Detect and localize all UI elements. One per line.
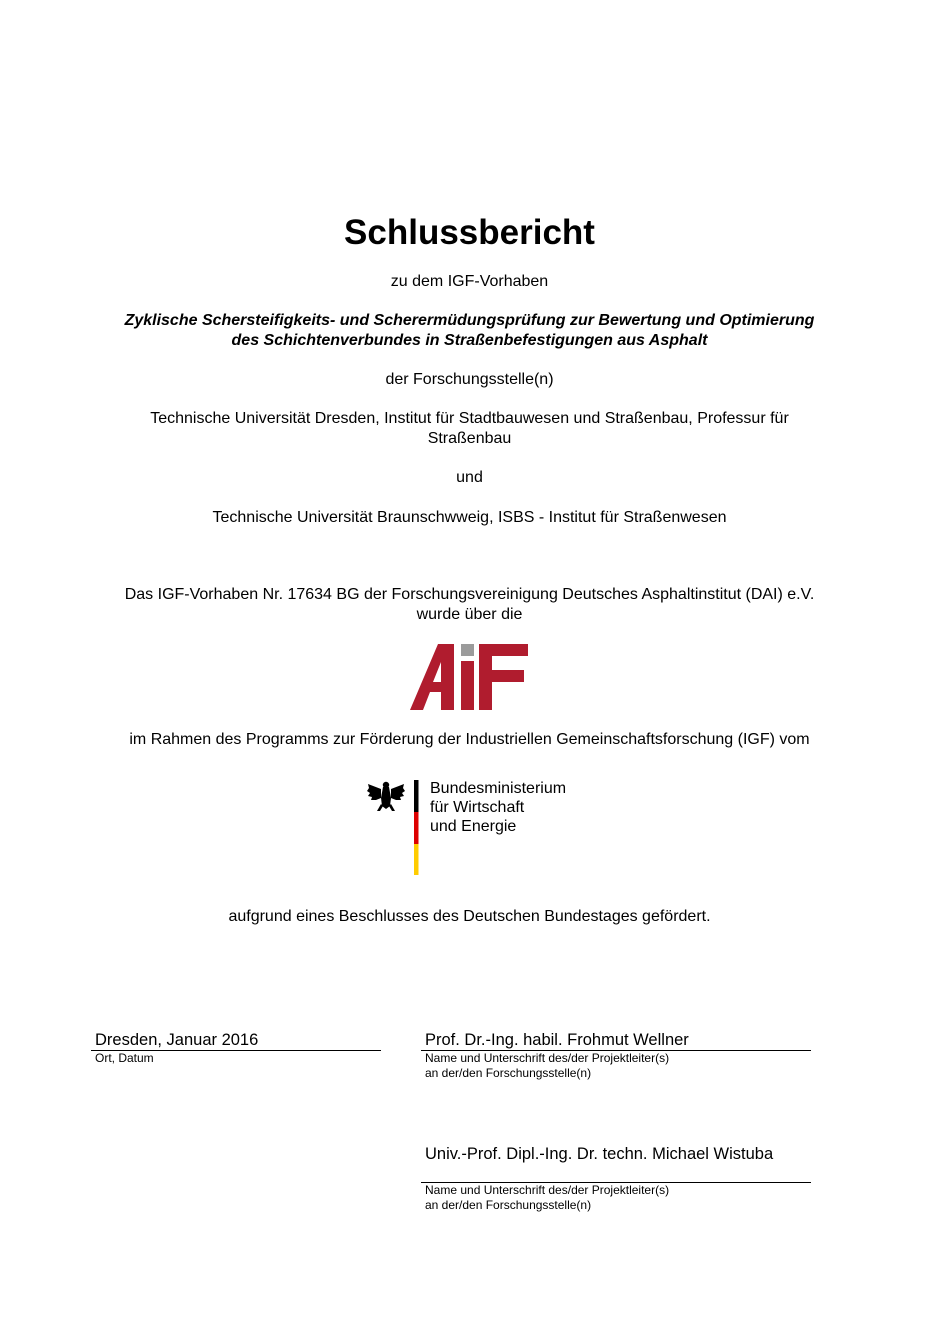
aif-logo-graphic xyxy=(410,642,530,714)
institution-1-line1: Technische Universität Dresden, Institut für Stadtbauwesen und Straßenbau, Professur für xyxy=(150,410,789,427)
aif-letter-a xyxy=(410,644,454,710)
institution-2: Technische Universität Braunschwweig, ISBS - Institut für Straßenwesen xyxy=(212,509,727,526)
leader1-name: Prof. Dr.-Ing. habil. Frohmut Wellner xyxy=(425,1031,689,1049)
aif-letter-i xyxy=(461,661,474,710)
flag-gold xyxy=(414,844,419,875)
funding-line2: wurde über die xyxy=(416,606,523,623)
place-date-caption: Ort, Datum xyxy=(95,1051,154,1065)
bmwi-text-line2: für Wirtschaft xyxy=(430,799,525,816)
institution-1 xyxy=(0,409,939,449)
program-statement: im Rahmen des Programms zur Förderung der Industriellen Gemeinschaftsforschung (IGF) vom xyxy=(129,731,810,748)
federal-eagle-icon xyxy=(367,782,405,811)
flag-red xyxy=(414,812,419,844)
research-intro: der Forschungsstelle(n) xyxy=(385,371,554,388)
aif-letter-f xyxy=(479,644,528,710)
leader1-caption-line1: Name und Unterschrift des/der Projektleiter(s) xyxy=(425,1051,670,1065)
closing-statement: aufgrund eines Beschlusses des Deutschen Bundestages gefördert. xyxy=(228,908,711,925)
funding-line1: Das IGF-Vorhaben Nr. 17634 BG der Forschungsvereinigung Deutsches Asphaltinstitut (DAI) e.V. xyxy=(124,586,815,603)
conjunction: und xyxy=(456,469,483,486)
place-date-value: Dresden, Januar 2016 xyxy=(95,1031,259,1049)
flag-black xyxy=(414,780,419,812)
leader2-name: Univ.-Prof. Dipl.-Ing. Dr. techn. Michael Wistuba xyxy=(425,1145,774,1163)
project-title-line2: des Schichtenverbundes in Straßenbefestigungen aus Asphalt xyxy=(231,332,708,349)
aif-dot xyxy=(461,644,474,656)
project-title-line1: Zyklische Schersteifigkeits- und Scherermüdungsprüfung zur Bewertung und Optimierung xyxy=(124,312,815,329)
institution-1-line2: Straßenbau xyxy=(427,430,512,447)
leader1-caption-line2: an der/den Forschungsstelle(n) xyxy=(425,1066,592,1080)
bmwi-text-line3: und Energie xyxy=(430,818,517,835)
bmwi-logo xyxy=(366,778,576,878)
funding-statement xyxy=(0,585,939,625)
leader2-caption-line2: an der/den Forschungsstelle(n) xyxy=(425,1198,592,1212)
bmwi-logo-graphic xyxy=(366,778,576,878)
leader2-caption-line1: Name und Unterschrift des/der Projektleiter(s) xyxy=(425,1183,670,1197)
project-title xyxy=(0,311,939,351)
leader2-caption xyxy=(425,1183,669,1213)
aif-logo xyxy=(410,642,530,714)
subtitle: zu dem IGF-Vorhaben xyxy=(390,273,549,290)
leader1-caption xyxy=(425,1051,669,1081)
bmwi-text-line1: Bundesministerium xyxy=(430,780,567,797)
page-title: Schlussbericht xyxy=(344,213,595,252)
